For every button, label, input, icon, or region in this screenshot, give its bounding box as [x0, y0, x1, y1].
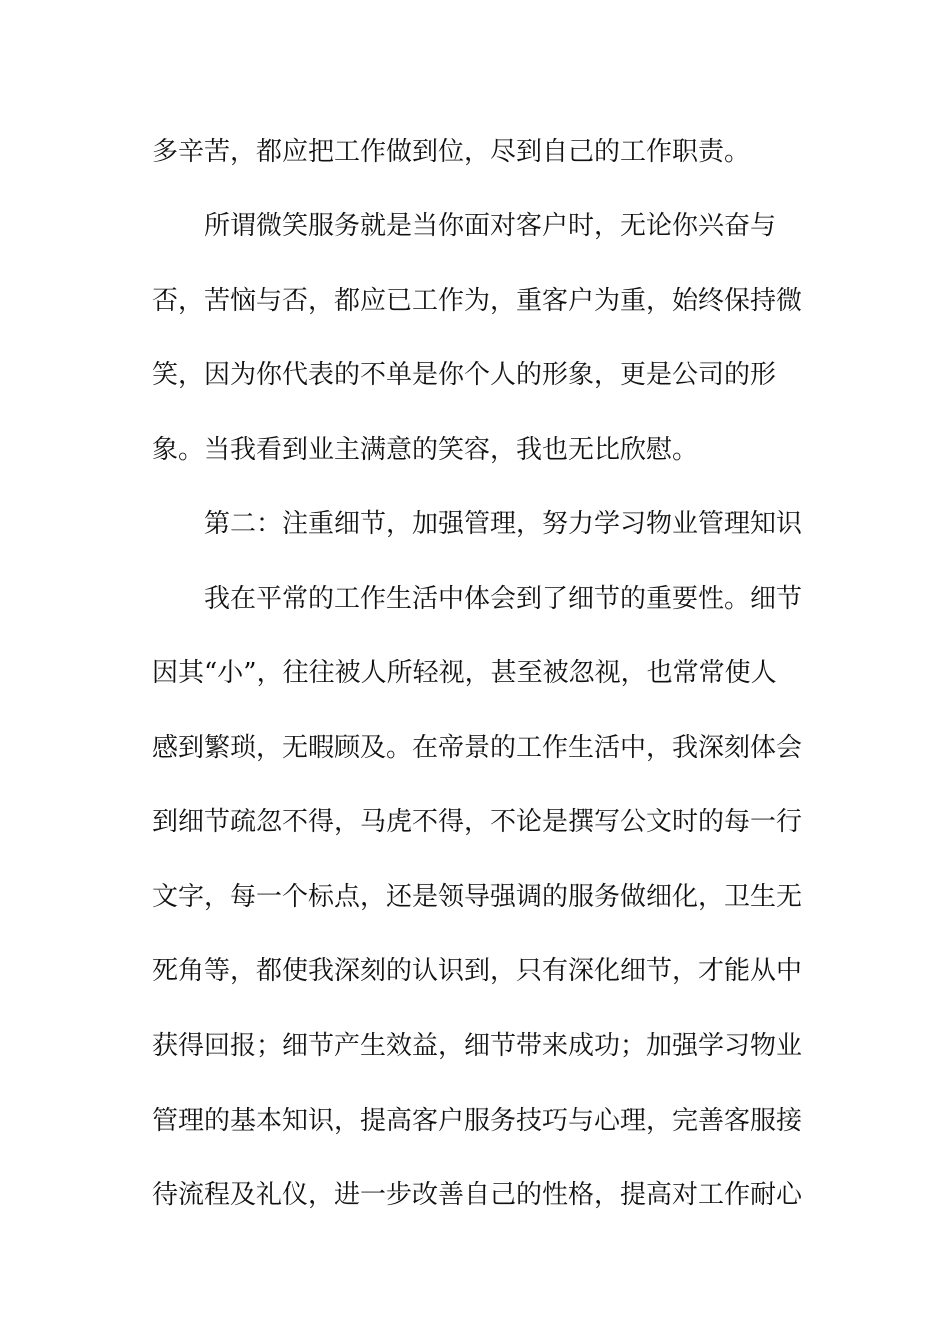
text-line-11: 文字，每一个标点，还是领导强调的服务做细化，卫生无 — [152, 882, 803, 912]
section-heading: 第二：注重细节，加强管理，努力学习物业管理知识 — [204, 509, 803, 539]
text-line-13: 获得回报；细节产生效益，细节带来成功；加强学习物业 — [152, 1031, 803, 1061]
text-line-5: 象。当我看到业主满意的笑容，我也无比欣慰。 — [152, 435, 699, 465]
text-line-3: 否，苦恼与否，都应已工作为，重客户为重，始终保持微 — [152, 286, 803, 316]
text-line-14: 管理的基本知识，提高客户服务技巧与心理，完善客服接 — [152, 1106, 803, 1136]
text-line-15: 待流程及礼仪，进一步改善自己的性格，提高对工作耐心 — [152, 1180, 803, 1210]
text-line-10: 到细节疏忽不得，马虎不得，不论是撰写公文时的每一行 — [152, 807, 803, 837]
text-line-7: 我在平常的工作生活中体会到了细节的重要性。细节 — [204, 584, 803, 614]
text-line-8: 因其“小”，往往被人所轻视，甚至被忽视，也常常使人 — [152, 658, 777, 688]
text-line-2: 所谓微笑服务就是当你面对客户时，无论你兴奋与 — [204, 211, 777, 241]
text-line-12: 死角等，都使我深刻的认识到，只有深化细节，才能从中 — [152, 956, 803, 986]
text-line-4: 笑，因为你代表的不单是你个人的形象，更是公司的形 — [152, 360, 777, 390]
text-line-9: 感到繁琐，无暇顾及。在帝景的工作生活中，我深刻体会 — [152, 733, 803, 763]
text-line-1: 多辛苦，都应把工作做到位，尽到自己的工作职责。 — [152, 137, 751, 167]
